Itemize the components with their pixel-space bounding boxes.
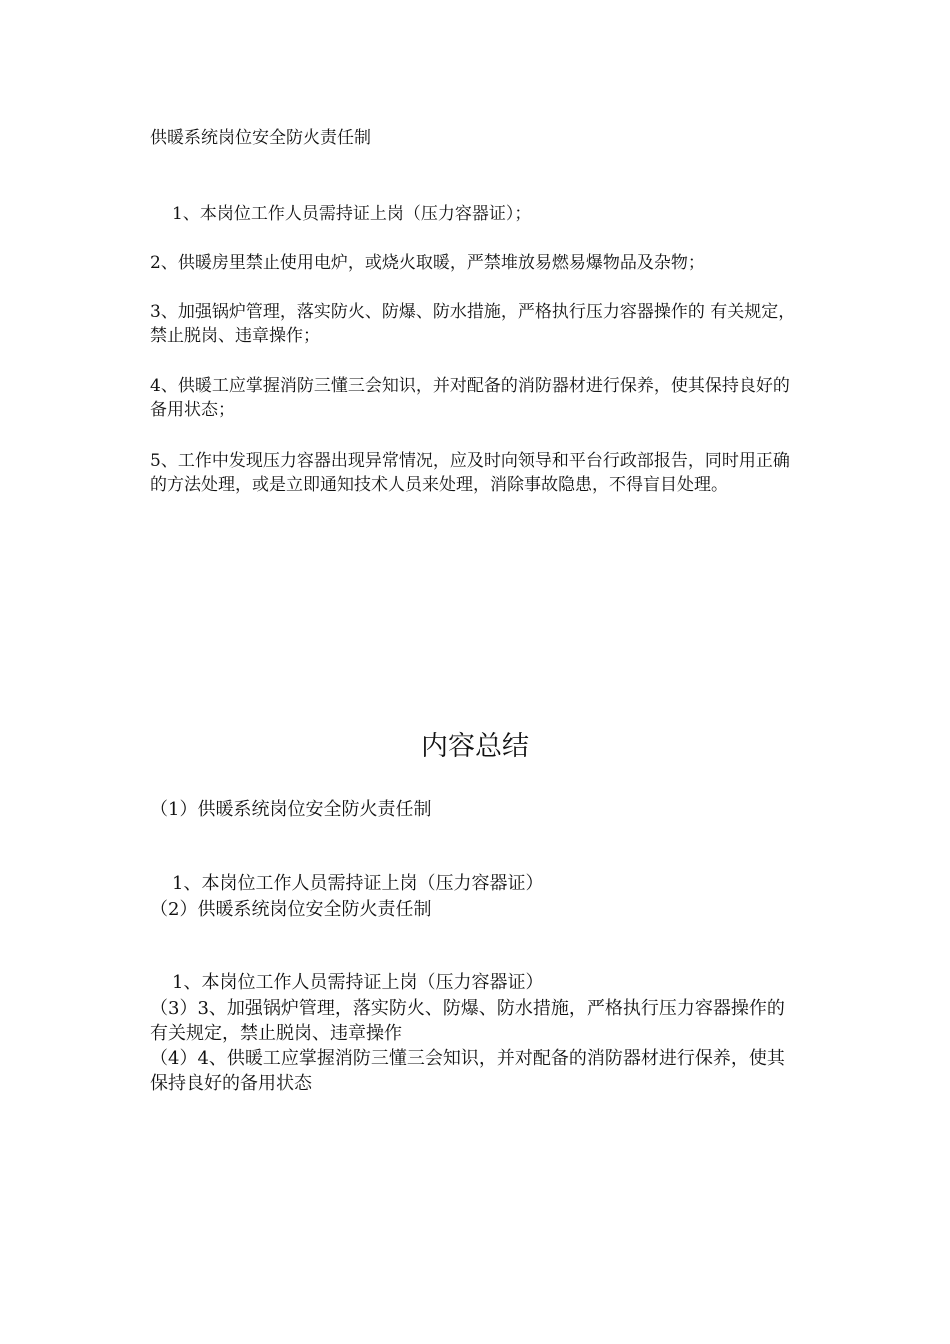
list-item: 4、供暖工应掌握消防三懂三会知识，并对配备的消防器材进行保养，使其保持良好的备用状态； (150, 376, 790, 420)
summary-item-text: 1、本岗位工作人员需持证上岗（压力容器证） (172, 873, 544, 894)
summary-item-text: （3）3、加强锅炉管理，落实防火、防爆、防水措施，严格执行压力容器操作的 有关规定，禁止脱岗、违章操作 (150, 998, 785, 1044)
list-item: 5、工作中发现压力容器出现异常情况，应及时向领导和平台行政部报告，同时用正确的方法处理，或是立即通知技术人员来处理，消除事故隐患，不得盲目处理。 (150, 451, 790, 495)
summary-item-text: 1、本岗位工作人员需持证上岗（压力容器证） (172, 972, 544, 993)
summary-heading: 内容总结 (421, 731, 529, 762)
list-item: 2、供暖房里禁止使用电炉，或烧火取暖，严禁堆放易燃易爆物品及杂物； (150, 253, 705, 273)
list-item: 3、加强锅炉管理，落实防火、防爆、防水措施，严格执行压力容器操作的 有关规定，禁止脱岗、违章操作； (150, 302, 796, 346)
summary-item-title: （2）供暖系统岗位安全防火责任制 (150, 899, 432, 920)
summary-item-title: （1）供暖系统岗位安全防火责任制 (150, 799, 432, 820)
summary-item-text: （4）4、供暖工应掌握消防三懂三会知识，并对配备的消防器材进行保养，使其保持良好的备用状态 (150, 1048, 785, 1094)
document-title: 供暖系统岗位安全防火责任制 (150, 128, 371, 148)
list-item: 1、本岗位工作人员需持证上岗（压力容器证）； (172, 204, 532, 224)
